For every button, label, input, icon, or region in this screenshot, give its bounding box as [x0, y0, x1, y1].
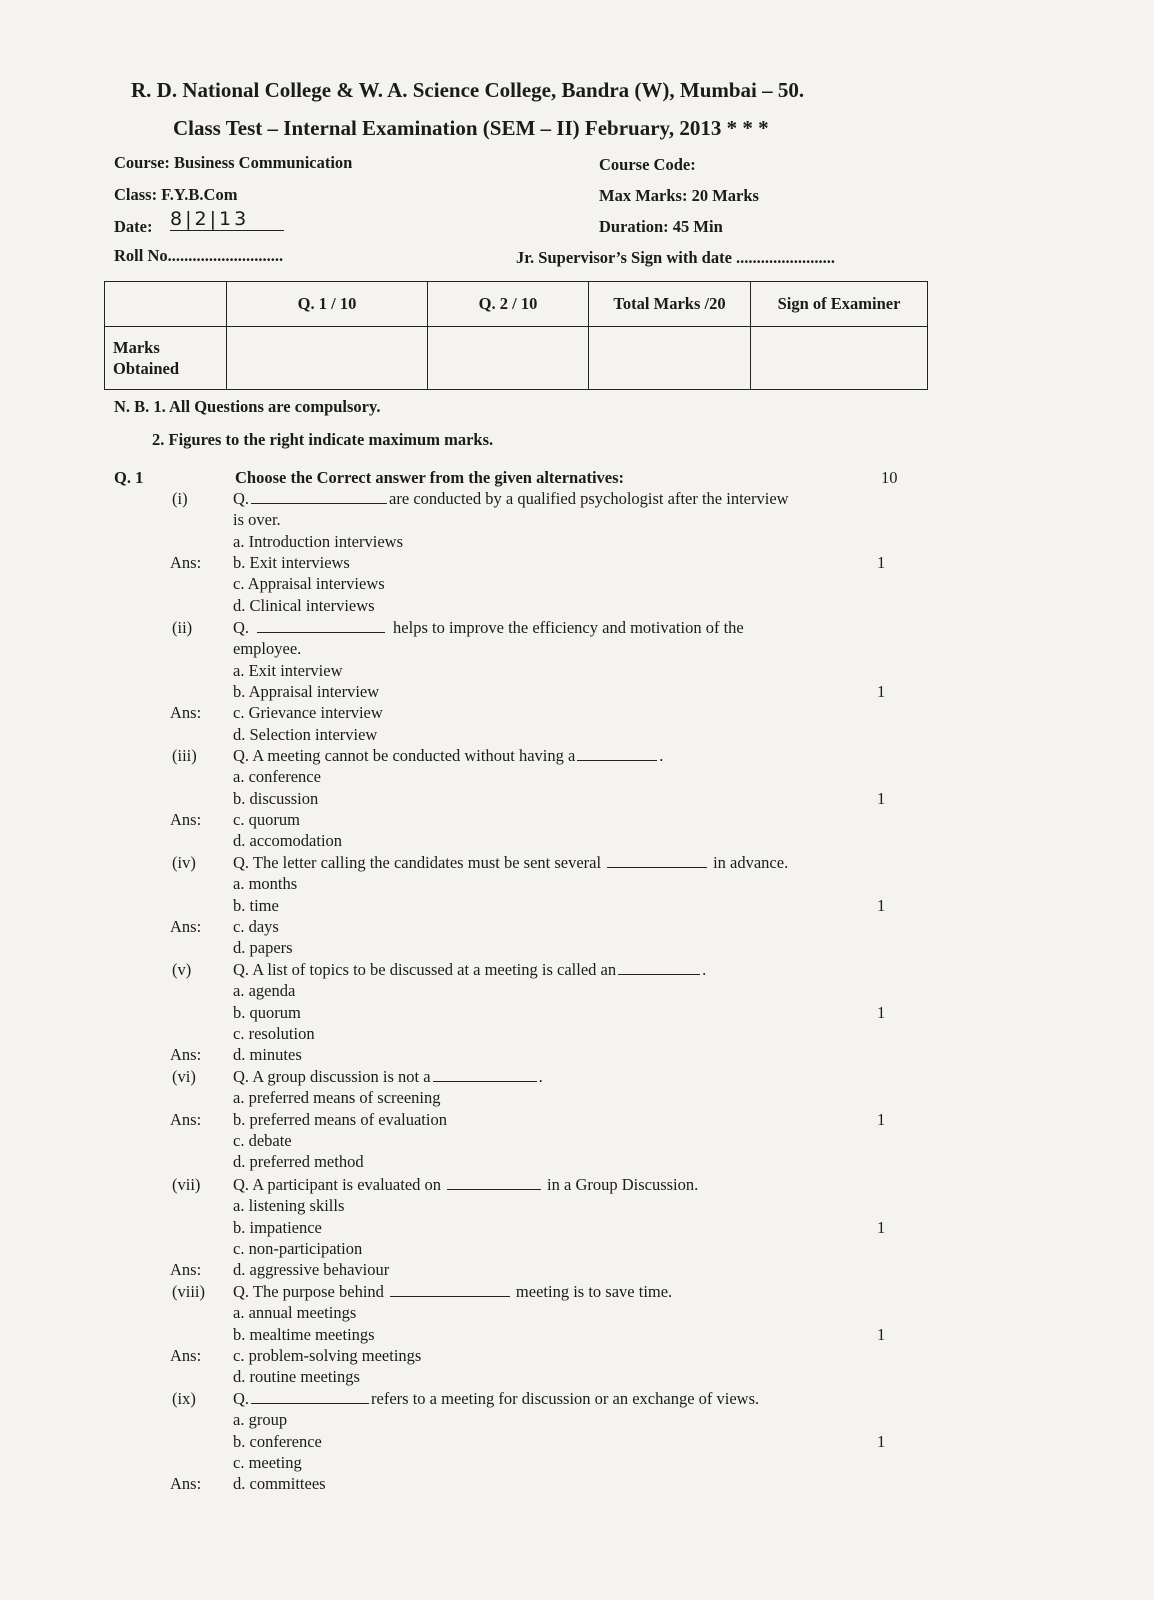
supervisor-sign: Jr. Supervisor’s Sign with date ........................ [516, 248, 836, 267]
course-code: Course Code: [599, 155, 696, 174]
option-item: b. impatience [233, 1217, 322, 1237]
table-header-cell: Q. 2 / 10 [428, 282, 589, 327]
answer-blank [251, 489, 387, 504]
option-item: c. problem-solving meetings [233, 1345, 422, 1365]
option-item: b. mealtime meetings [233, 1324, 375, 1344]
question-marks: 1 [877, 788, 886, 808]
question-marks: 1 [877, 1431, 886, 1451]
question-number: (viii) [172, 1282, 205, 1301]
question-number: (iv) [172, 853, 196, 872]
ans-label: Ans: [170, 1045, 202, 1065]
option-item: d. papers [233, 938, 293, 958]
question-marks: 1 [877, 1324, 886, 1344]
option-item: b. discussion [233, 788, 319, 808]
question-text-start: Q. [233, 1389, 250, 1408]
question-text-start: Q. [233, 618, 250, 637]
table-header-cell: Total Marks /20 [589, 282, 751, 327]
option-item: a. listening skills [233, 1196, 345, 1216]
option-item: b. time [233, 895, 279, 915]
question-text-end: meeting is to save time. [515, 1282, 673, 1301]
option-item: b. Exit interviews [233, 552, 350, 572]
question-number: (vii) [172, 1175, 201, 1194]
ans-label: Ans: [170, 1345, 202, 1365]
college-title: R. D. National College & W. A. Science College, Bandra (W), Mumbai – 50. [131, 78, 805, 102]
marks-cell [428, 327, 589, 390]
exam-title: Class Test – Internal Examination (SEM – II) February, 2013 * * * [173, 116, 769, 140]
question-number: (ii) [172, 618, 193, 637]
question-number: (iii) [172, 746, 197, 765]
question-marks: 1 [877, 1217, 886, 1237]
question-text-start: Q. A list of topics to be discussed at a meeting is called an [233, 960, 617, 979]
answer-blank [257, 618, 385, 633]
question-text-continued: employee. [233, 639, 302, 659]
option-item: d. preferred method [233, 1152, 364, 1172]
option-item: a. conference [233, 767, 321, 787]
option-item: d. aggressive behaviour [233, 1260, 390, 1280]
ans-label: Ans: [170, 1260, 202, 1280]
ans-label: Ans: [170, 916, 202, 936]
option-item: a. Exit interview [233, 660, 343, 680]
question-number: (ix) [172, 1389, 196, 1408]
question-text-start: Q. [233, 489, 250, 508]
question-text [233, 746, 663, 766]
note-2: 2. Figures to the right indicate maximum marks. [152, 430, 494, 449]
question-text-start: Q. The letter calling the candidates must be sent several [233, 853, 602, 872]
option-item: d. routine meetings [233, 1367, 360, 1387]
ans-label: Ans: [170, 552, 202, 572]
option-item: a. Introduction interviews [233, 531, 403, 551]
option-item: a. agenda [233, 981, 296, 1001]
option-item: d. committees [233, 1474, 326, 1494]
question-text [233, 618, 744, 638]
course-name: Course: Business Communication [114, 153, 353, 172]
question-text-end: helps to improve the efficiency and motivation of the [393, 618, 744, 637]
question-text [233, 1282, 672, 1302]
question-text-start: Q. A participant is evaluated on [233, 1175, 442, 1194]
date-handwritten: 8|2|13 [170, 208, 284, 231]
question-text-end: are conducted by a qualified psychologist after the interview [389, 489, 789, 508]
option-item: c. resolution [233, 1023, 315, 1043]
note-1: N. B. 1. All Questions are compulsory. [114, 397, 381, 416]
q1-title: Choose the Correct answer from the given alternatives: [235, 468, 625, 487]
ans-label: Ans: [170, 1109, 202, 1129]
q1-total-marks: 10 [881, 468, 898, 487]
option-item: a. months [233, 874, 298, 894]
max-marks: Max Marks: 20 Marks [599, 186, 759, 205]
option-item: d. minutes [233, 1045, 302, 1065]
option-item: c. days [233, 916, 279, 936]
question-text [233, 489, 789, 509]
option-item: a. group [233, 1410, 288, 1430]
answer-blank [433, 1067, 537, 1082]
marks-cell [227, 327, 428, 390]
marks-table-header-row [105, 282, 928, 327]
ans-label: Ans: [170, 1474, 202, 1494]
question-text-start: Q. The purpose behind [233, 1282, 384, 1301]
question-marks: 1 [877, 895, 886, 915]
question-text-end: . [702, 960, 707, 979]
question-text [233, 1067, 543, 1087]
option-item: d. accomodation [233, 831, 343, 851]
question-text-end: in advance. [713, 853, 789, 872]
question-marks: 1 [877, 1109, 886, 1129]
class-label: Class: F.Y.B.Com [114, 185, 238, 204]
date-label: Date: [114, 217, 153, 236]
roll-no: Roll No............................ [114, 246, 284, 265]
marks-cell [589, 327, 751, 390]
option-item: c. debate [233, 1130, 292, 1150]
answer-blank [251, 1389, 369, 1404]
question-text-end: . [538, 1067, 543, 1086]
option-item: a. preferred means of screening [233, 1088, 441, 1108]
option-item: d. Selection interview [233, 724, 378, 744]
answer-blank [447, 1175, 541, 1190]
option-item: b. conference [233, 1431, 322, 1451]
option-item: c. Appraisal interviews [233, 574, 385, 594]
marks-cell [751, 327, 928, 390]
marks-table [104, 281, 928, 390]
question-text [233, 1389, 759, 1409]
option-item: c. quorum [233, 809, 300, 829]
option-item: a. annual meetings [233, 1303, 357, 1323]
option-item: c. meeting [233, 1452, 302, 1472]
table-header-cell: Sign of Examiner [751, 282, 928, 327]
marks-obtained-label: Marks Obtained [105, 327, 227, 390]
answer-blank [390, 1282, 510, 1297]
option-item: b. preferred means of evaluation [233, 1109, 447, 1129]
option-item: c. Grievance interview [233, 703, 383, 723]
q1-number: Q. 1 [114, 468, 144, 487]
marks-table-row [105, 327, 928, 390]
question-text [233, 960, 706, 980]
question-text-end: refers to a meeting for discussion or an exchange of views. [371, 1389, 760, 1408]
question-text-continued: is over. [233, 510, 281, 530]
question-number: (v) [172, 960, 192, 979]
answer-blank [618, 960, 700, 975]
question-number: (vi) [172, 1067, 196, 1086]
question-number: (i) [172, 489, 188, 508]
ans-label: Ans: [170, 703, 202, 723]
question-marks: 1 [877, 681, 886, 701]
answer-blank [577, 746, 657, 761]
option-item: d. Clinical interviews [233, 595, 375, 615]
question-text-end: . [659, 746, 664, 765]
question-text [233, 853, 788, 873]
table-header-cell: Q. 1 / 10 [227, 282, 428, 327]
question-marks: 1 [877, 552, 886, 572]
question-text [233, 1175, 698, 1195]
answer-blank [607, 853, 707, 868]
ans-label: Ans: [170, 809, 202, 829]
question-marks: 1 [877, 1002, 886, 1022]
question-text-start: Q. A group discussion is not a [233, 1067, 431, 1086]
table-header-cell [105, 282, 227, 327]
option-item: c. non-participation [233, 1238, 363, 1258]
option-item: b. quorum [233, 1002, 301, 1022]
question-text-end: in a Group Discussion. [547, 1175, 699, 1194]
question-text-start: Q. A meeting cannot be conducted without having a [233, 746, 576, 765]
option-item: b. Appraisal interview [233, 681, 380, 701]
duration: Duration: 45 Min [599, 217, 723, 236]
